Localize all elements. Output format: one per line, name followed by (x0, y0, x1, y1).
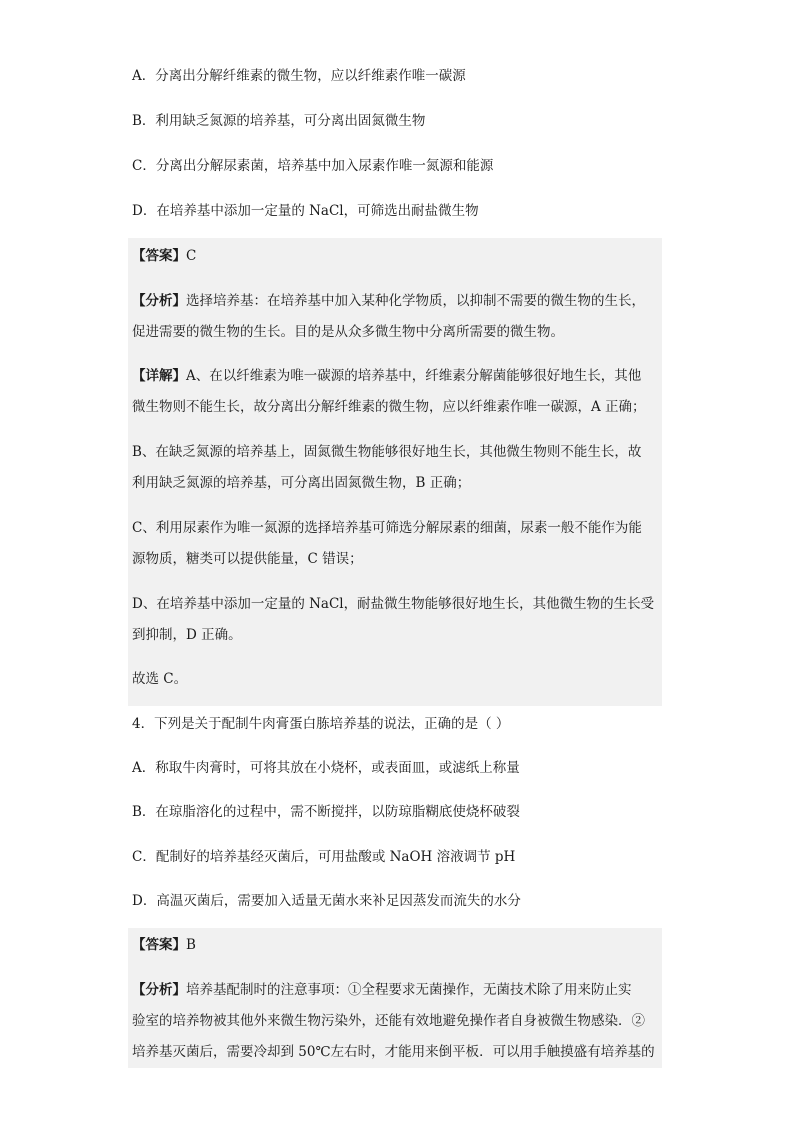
q3-analysis-line-2: 促进需要的微生物的生长。目的是从众多微生物中分离所需要的微生物。 (132, 324, 564, 340)
q3-option-a: A．分离出分解纤维素的微生物，应以纤维素作唯一碳源 (132, 68, 466, 84)
answer-value: C (186, 248, 197, 264)
q4-answer (132, 935, 196, 955)
q4-option-a: A．称取牛肉膏时，可将其放在小烧杯，或表面皿，或滤纸上称量 (132, 760, 520, 776)
q3-detail-line-6: 源物质，糖类可以提供能量，C 错误； (132, 551, 363, 567)
q3-detail-line-4: 利用缺乏氮源的培养基，可分离出固氮微生物，B 正确； (132, 475, 471, 491)
q3-detail-line-1 (132, 366, 641, 386)
q3-detail-line-5: C、利用尿素作为唯一氮源的选择培养基可筛选分解尿素的细菌，尿素一般不能作为能 (132, 520, 642, 536)
q3-answer (132, 246, 196, 266)
q4-analysis-line-1 (132, 980, 632, 1000)
q4-option-b: B．在琼脂溶化的过程中，需不断搅拌，以防琼脂糊底使烧杯破裂 (132, 804, 520, 820)
detail-tag: 【详解】 (132, 368, 186, 384)
q3-analysis-line-1 (132, 291, 645, 311)
q3-option-b: B．利用缺乏氮源的培养基，可分离出固氮微生物 (132, 113, 426, 129)
answer-tag: 【答案】 (132, 248, 186, 264)
q3-option-d: D．在培养基中添加一定量的 NaCl，可筛选出耐盐微生物 (132, 203, 479, 219)
q4-analysis-line-3: 培养基灭菌后，需要冷却到 50℃左右时，才能用来倒平板．可以用手触摸盛有培养基的 (132, 1044, 655, 1060)
q4-stem: 4．下列是关于配制牛肉膏蛋白胨培养基的说法，正确的是（ ） (132, 716, 510, 732)
q4-option-c: C．配制好的培养基经灭菌后，可用盐酸或 NaOH 溶液调节 pH (132, 849, 516, 865)
analysis-text: 培养基配制时的注意事项：①全程要求无菌操作，无菌技术除了用来防止实 (186, 982, 632, 998)
answer-tag: 【答案】 (132, 937, 186, 953)
answer-value: B (186, 937, 196, 953)
analysis-tag: 【分析】 (132, 293, 186, 309)
q3-detail-line-8: 到抑制，D 正确。 (132, 627, 242, 643)
q3-detail-line-3: B、在缺乏氮源的培养基上，固氮微生物能够很好地生长，其他微生物则不能生长，故 (132, 444, 642, 460)
q3-conclusion: 故选 C。 (132, 671, 188, 687)
analysis-tag: 【分析】 (132, 982, 186, 998)
q3-option-c: C．分离出分解尿素菌，培养基中加入尿素作唯一氮源和能源 (132, 158, 494, 174)
analysis-text: 选择培养基：在培养基中加入某种化学物质，以抑制不需要的微生物的生长， (186, 293, 645, 309)
detail-text: A、在以纤维素为唯一碳源的培养基中，纤维素分解菌能够很好地生长，其他 (186, 368, 642, 384)
q3-detail-line-7: D、在培养基中添加一定量的 NaCl，耐盐微生物能够很好地生长，其他微生物的生长受 (132, 596, 655, 612)
q4-analysis-line-2: 验室的培养物被其他外来微生物污染外，还能有效地避免操作者自身被微生物感染．② (132, 1013, 645, 1029)
q4-option-d: D．高温灭菌后，需要加入适量无菌水来补足因蒸发而流失的水分 (132, 893, 521, 909)
q3-detail-line-2: 微生物则不能生长，故分离出分解纤维素的微生物，应以纤维素作唯一碳源，A 正确； (132, 399, 646, 415)
